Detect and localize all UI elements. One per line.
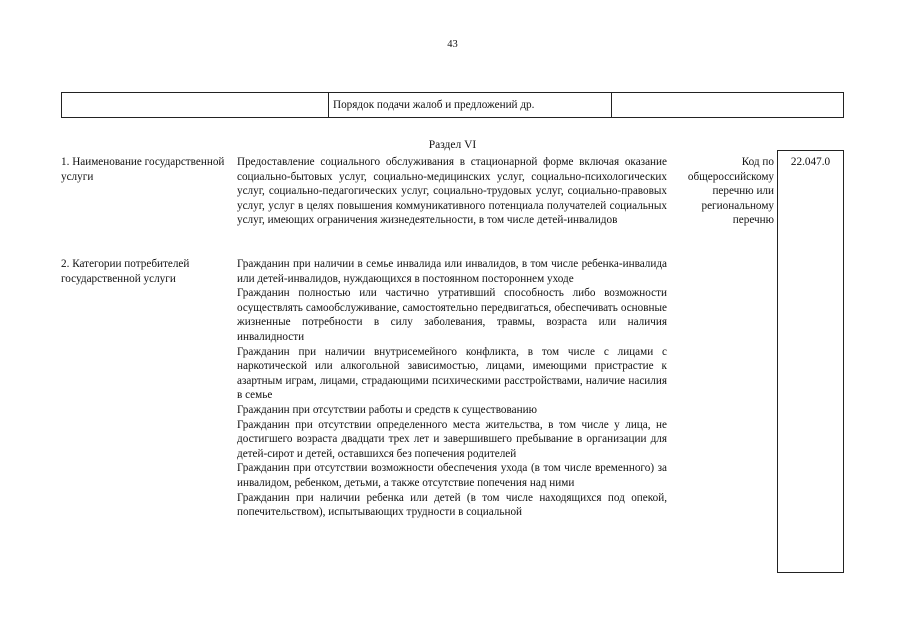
consumer-category-item: Гражданин при наличии ребенка или детей (в том числе находящихся под опекой, попечительством), испытывающих трудности в социальной xyxy=(237,491,667,519)
top-table-cell-middle xyxy=(329,93,612,117)
top-table-cell-left xyxy=(62,93,329,117)
section-title: Раздел VI xyxy=(428,139,477,151)
code-label: Код по общероссийскому перечню или региональному перечню xyxy=(687,156,774,227)
page-number: 43 xyxy=(447,39,458,50)
service-name-text: Предоставление социального обслуживания в стационарной форме включая оказание социально-бытовых услуг, социально-медицинских услуг, социально-психологических услуг, социально-педагогических услуг, социально-трудовых услуг, социально-правовых услуг, услуг в целях повышения коммуникативного потенциала получателей социальных услуг, имеющих ограничения жизнедеятельности, в том числе детей-инвалидов xyxy=(237,156,667,227)
consumer-category-item: Гражданин при отсутствии определенного места жительства, в том числе у лица, не достигшего возраста двадцати трех лет и завершившего пребывание в организации для детей-сирот и детей, оставшихся без попечения родителей xyxy=(237,418,667,460)
consumer-category-item: Гражданин полностью или частично утративший способность либо возможности осуществлять самообслуживание, самостоятельно передвигаться, обеспечивать основные жизненные потребности в силу заболевания, травмы, возраста или наличия инвалидности xyxy=(237,287,667,343)
consumer-category-item: Гражданин при наличии в семье инвалида или инвалидов, в том числе ребенка-инвалида или детей-инвалидов, нуждающихся в постоянном постороннем уходе xyxy=(237,258,667,285)
consumer-categories-label: 2. Категории потребителей государственной услуги xyxy=(61,258,190,285)
top-table-cell-right xyxy=(612,93,843,117)
code-box xyxy=(777,150,844,573)
code-value: 22.047.0 xyxy=(790,156,831,168)
service-name-label: 1. Наименование государственной услуги xyxy=(61,156,225,183)
consumer-category-item: Гражданин при отсутствии работы и средств к существованию xyxy=(237,403,537,416)
consumer-category-item: Гражданин при наличии внутрисемейного конфликта, в том числе с лицами с наркотической или алкогольной зависимостью, лицами, имеющими пристрастие к азартным играм, лицами, страдающими психическими расстройствами, наличие насилия в семье xyxy=(237,345,667,402)
consumer-category-item: Гражданин при отсутствии возможности обеспечения ухода (в том числе временного) за инвалидом, ребенком, детьми, а также отсутствие попечения над ними xyxy=(237,462,667,489)
service-name-description xyxy=(237,155,667,228)
consumer-categories-list xyxy=(237,257,667,520)
top-table xyxy=(61,92,844,118)
complaints-procedure-text: Порядок подачи жалоб и предложений др. xyxy=(333,98,535,111)
